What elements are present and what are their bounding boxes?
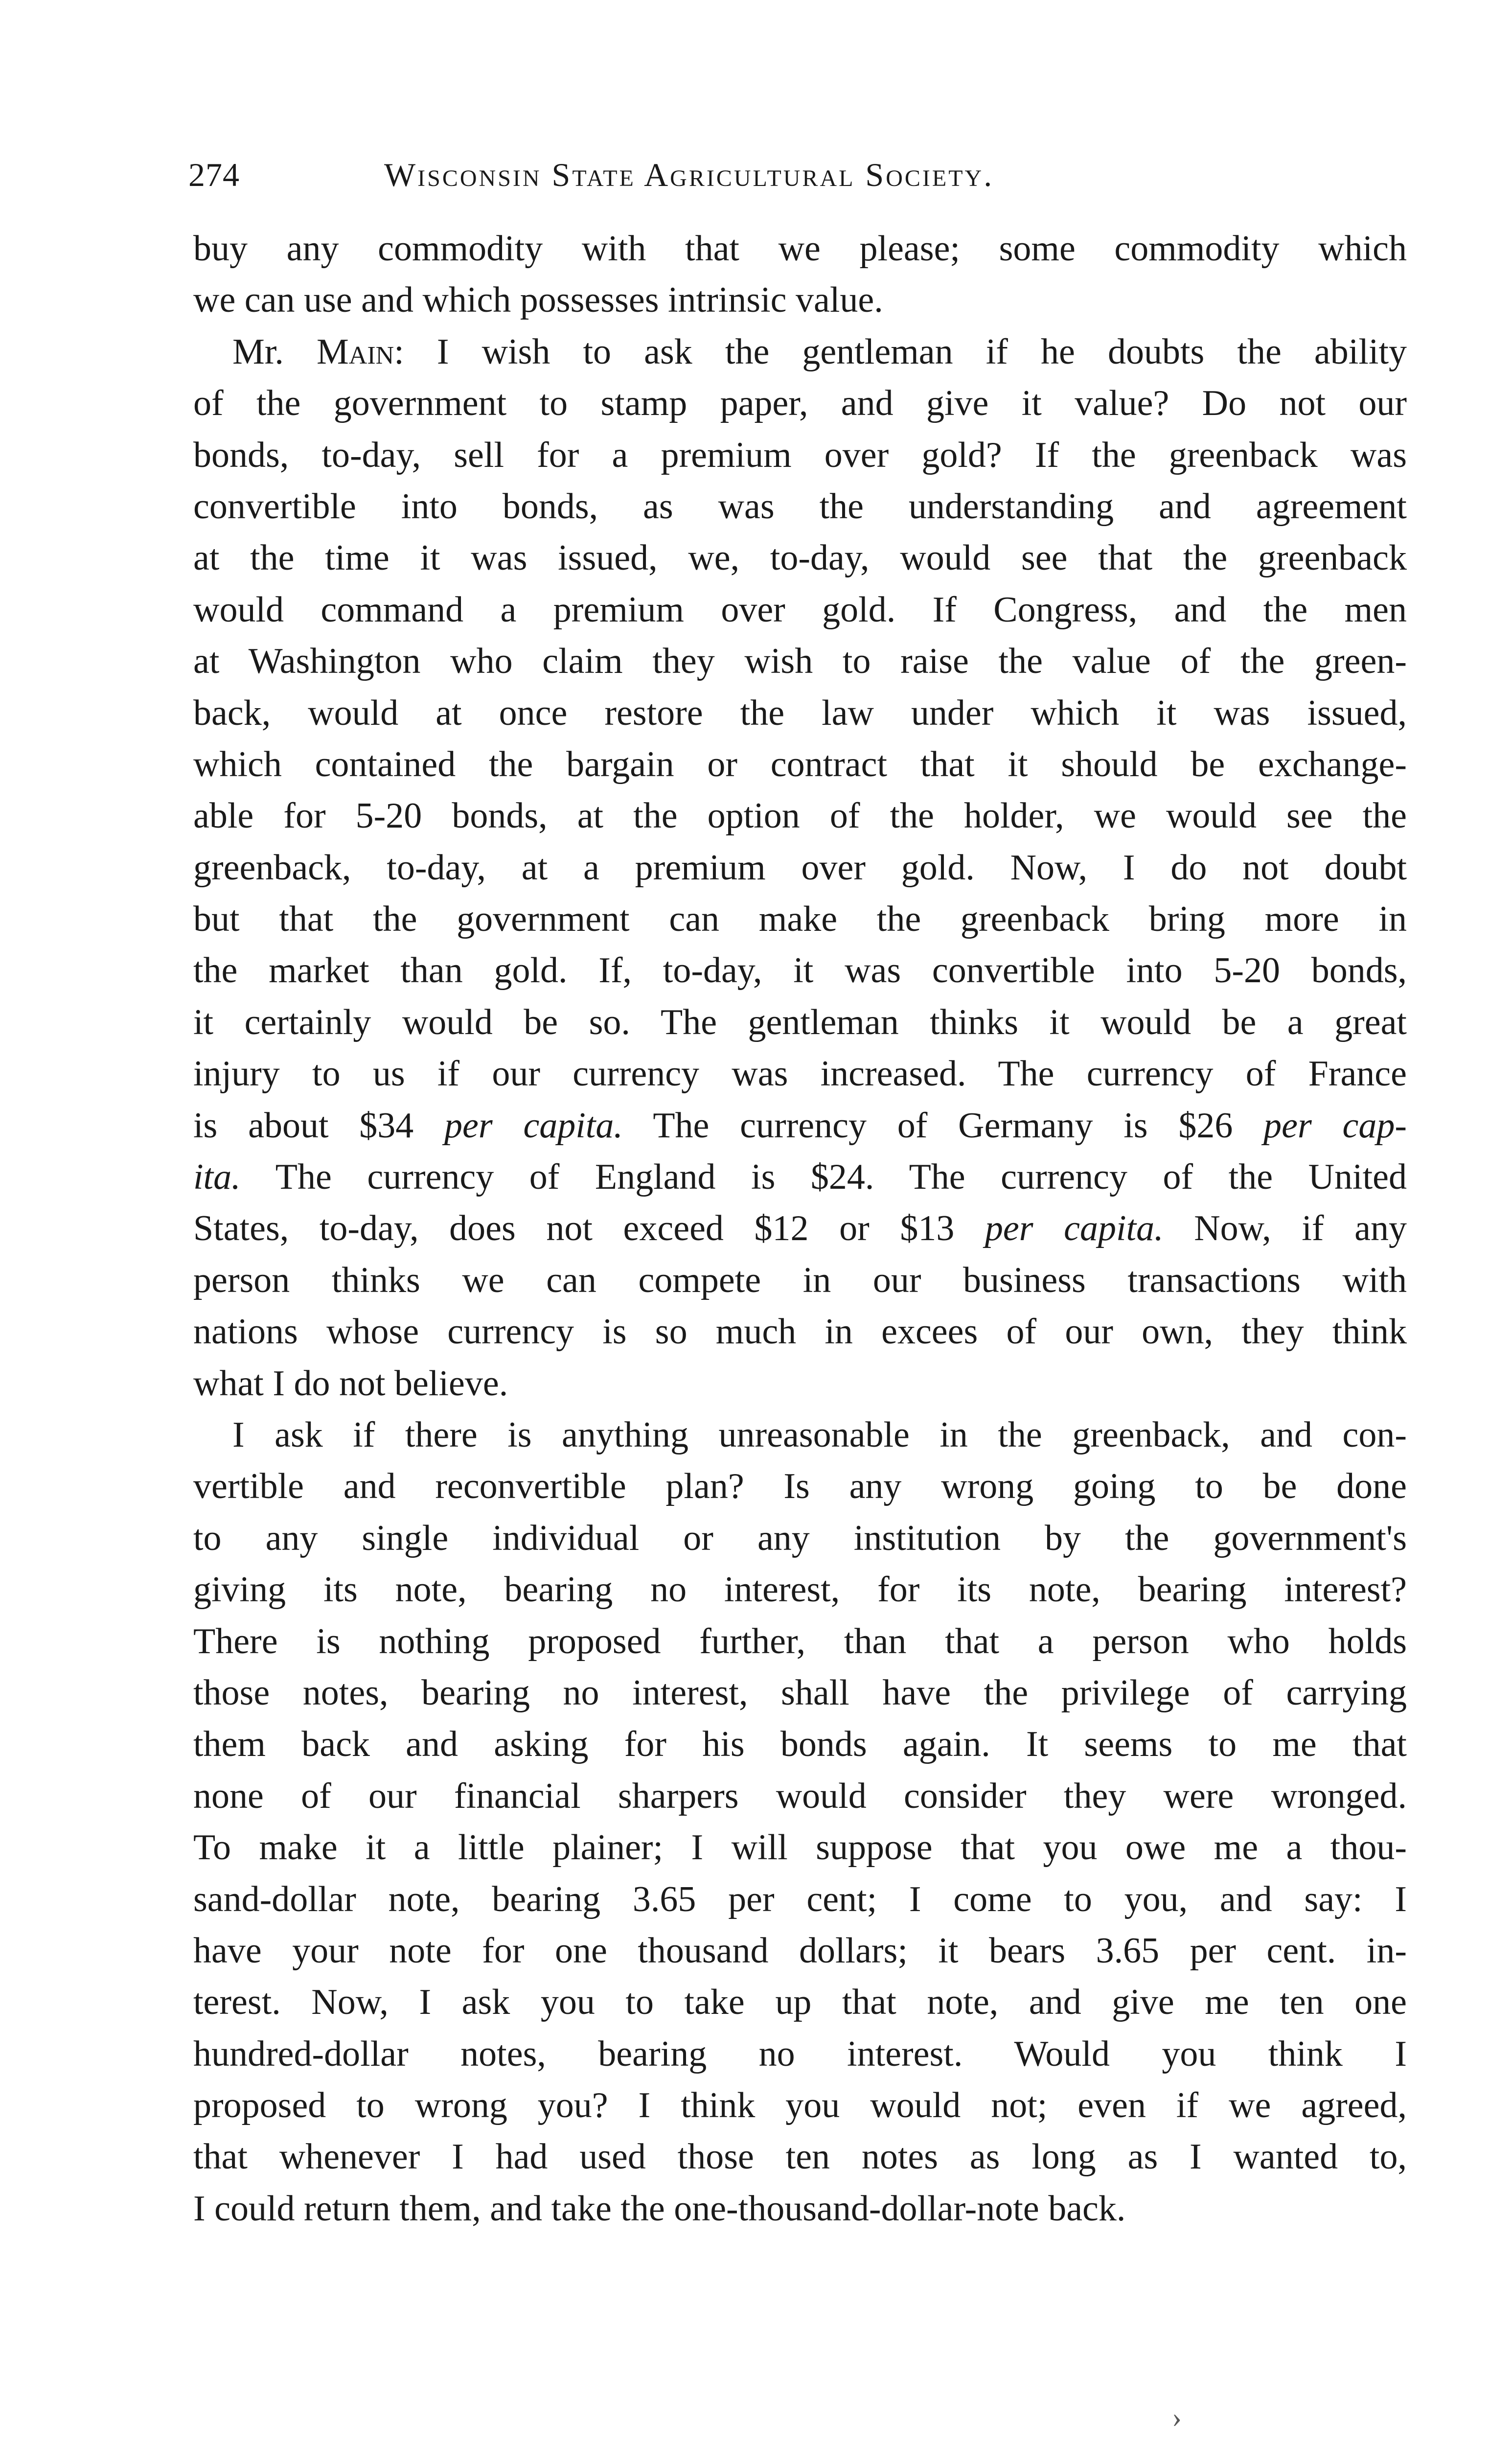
text-segment: buy any commodity with that we please; some commodity which [193, 229, 1407, 269]
text-line [193, 1771, 1407, 1822]
text-segment: bonds, to-day, sell for a premium over gold? If the greenback was [193, 435, 1407, 475]
text-segment: would command a premium over gold. If Congress, and the men [193, 589, 1407, 630]
text-segment: the market than gold. If, to-day, it was convertible into 5-20 bonds, [193, 950, 1407, 991]
text-segment: I could return them, and take the one-thousand-dollar-note back. [193, 2188, 1126, 2229]
italic-text: ita. [193, 1157, 241, 1198]
text-segment: greenback, to-day, at a premium over gold. Now, I do not doubt [193, 847, 1407, 888]
text-segment: terest. Now, I ask you to take up that note, and give me ten one [193, 1982, 1407, 2023]
text-line [193, 1358, 1407, 1409]
text-line [193, 2029, 1407, 2080]
text-segment: hundred-dollar notes, bearing no interest. Would you think I [193, 2033, 1407, 2074]
text-line [193, 532, 1407, 584]
text-segment: sand-dollar note, bearing 3.65 per cent; I come to you, and say: I [193, 1879, 1407, 1919]
text-segment: to any single individual or any institution by the government's [193, 1518, 1407, 1558]
text-line [193, 481, 1407, 532]
text-segment: of the government to stamp paper, and give it value? Do not our [193, 383, 1407, 424]
margin-mark: › [1172, 2401, 1182, 2433]
text-segment: The currency of England is $24. The currency of the United [240, 1157, 1407, 1198]
text-segment: Mr. [232, 331, 317, 372]
page-number: 274 [188, 156, 240, 193]
text-line [193, 1719, 1407, 1770]
text-segment: is about $34 [193, 1105, 445, 1146]
text-segment: none of our financial sharpers would consider they were wronged. [193, 1776, 1407, 1816]
text-line [193, 1616, 1407, 1667]
text-segment: Now, if any [1163, 1208, 1407, 1249]
text-segment: vertible and reconvertible plan? Is any wrong going to be done [193, 1466, 1407, 1507]
italic-text: per capita. [985, 1208, 1164, 1249]
text-line [193, 378, 1407, 429]
text-segment: what I do not believe. [193, 1363, 508, 1404]
text-segment: back, would at once restore the law under which it was issued, [193, 693, 1407, 733]
text-segment: I ask if there is anything unreasonable in the greenback, and con- [232, 1414, 1407, 1455]
text-line [193, 894, 1407, 945]
text-line [193, 2080, 1407, 2131]
text-segment: To make it a little plainer; I will suppose that you owe me a thou- [193, 1827, 1407, 1868]
text-segment: at the time it was issued, we, to-day, would see that the greenback [193, 538, 1407, 578]
text-segment: nations whose currency is so much in excees of our own, they think [193, 1312, 1407, 1352]
text-line [193, 1874, 1407, 1925]
italic-text: per capita. [444, 1105, 623, 1146]
text-line [193, 688, 1407, 739]
page-header [188, 156, 1167, 200]
text-line [193, 790, 1407, 842]
text-segment: : I wish to ask the gentleman if he doubts the ability [394, 331, 1407, 372]
text-segment: at Washington who claim they wish to raise the value of the green- [193, 641, 1407, 682]
text-segment: it certainly would be so. The gentleman thinks it would be a great [193, 1002, 1407, 1042]
text-segment: those notes, bearing no interest, shall have the privilege of carrying [193, 1672, 1407, 1713]
body-text [193, 223, 1407, 2235]
text-line [193, 1306, 1407, 1358]
text-line [193, 636, 1407, 687]
text-segment: have your note for one thousand dollars; it bears 3.65 per cent. in- [193, 1930, 1407, 1971]
text-line [193, 1255, 1407, 1306]
text-segment: which contained the bargain or contract that it should be exchange- [193, 744, 1407, 785]
text-segment: able for 5-20 bonds, at the option of the holder, we would see the [193, 796, 1407, 836]
running-title: Wisconsin State Agricultural Society. [384, 156, 994, 193]
text-segment: injury to us if our currency was increased. The currency of France [193, 1054, 1407, 1094]
text-segment: we can use and which possesses intrinsic value. [193, 280, 883, 321]
text-segment: There is nothing proposed further, than that a person who holds [193, 1621, 1407, 1662]
text-line [193, 1513, 1407, 1564]
text-line [193, 945, 1407, 996]
text-line [193, 1409, 1407, 1461]
text-line [193, 1461, 1407, 1512]
text-line [193, 1100, 1407, 1152]
text-line [193, 739, 1407, 790]
italic-text: per cap- [1263, 1105, 1407, 1146]
text-line [193, 2183, 1407, 2235]
text-segment: convertible into bonds, as was the understanding and agreement [193, 486, 1407, 527]
text-line [193, 223, 1407, 275]
text-line [193, 1203, 1407, 1254]
text-line [193, 1822, 1407, 1873]
text-line [193, 1564, 1407, 1616]
text-line [193, 275, 1407, 326]
text-line [193, 1048, 1407, 1100]
text-line [193, 326, 1407, 378]
text-line [193, 842, 1407, 894]
text-segment: them back and asking for his bonds again. It seems to me that [193, 1724, 1407, 1765]
text-segment: but that the government can make the greenback bring more in [193, 899, 1407, 940]
text-segment: proposed to wrong you? I think you would not; even if we agreed, [193, 2085, 1407, 2126]
text-line [193, 430, 1407, 481]
speaker-name: Main [316, 331, 394, 372]
text-segment: giving its note, bearing no interest, for its note, bearing interest? [193, 1570, 1407, 1610]
text-segment: that whenever I had used those ten notes as long as I wanted to, [193, 2137, 1407, 2177]
text-line [193, 1925, 1407, 1977]
text-line [193, 1152, 1407, 1203]
text-segment: person thinks we can compete in our business transactions with [193, 1260, 1407, 1300]
text-segment: States, to-day, does not exceed $12 or $13 [193, 1208, 985, 1249]
text-line [193, 1977, 1407, 2028]
text-segment: The currency of Germany is $26 [622, 1105, 1264, 1146]
text-line [193, 1667, 1407, 1719]
text-line [193, 2131, 1407, 2183]
text-line [193, 584, 1407, 636]
text-line [193, 997, 1407, 1048]
